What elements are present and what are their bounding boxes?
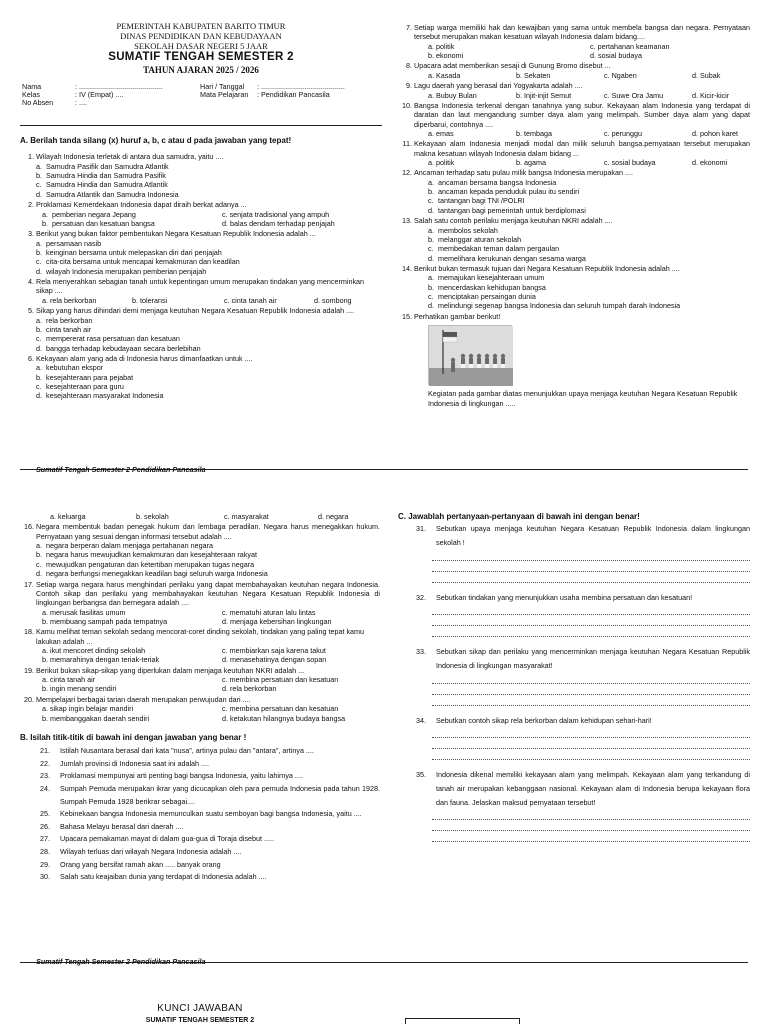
q3-option-c[interactable]: c. cita-cita bersama untuk mencapai kemakmuran dan keadilan bbox=[36, 257, 240, 267]
q14-option-c[interactable]: c. menciptakan persaingan dunia bbox=[428, 292, 536, 302]
section-a-heading: A. Berilah tanda silang (x) huruf a, b, c atau d pada jawaban yang tepat! bbox=[20, 136, 292, 145]
q10-option-a[interactable]: a. emas bbox=[428, 128, 454, 138]
q11-option-a[interactable]: a. politik bbox=[428, 158, 455, 168]
question-10: 10. Bangsa Indonesia terkenal dengan tanahnya yang subur. Kekayaan alam Indonesia yang terdapat di daratan dan laut mengandung sumber daya alam yang melimpah. Sumber daya alam yang dapat diperbarui, contohnya .... bbox=[402, 100, 750, 129]
section-a-questions bbox=[20, 136, 380, 401]
q9-option-c[interactable]: c. Suwe Ora Jamu bbox=[604, 90, 664, 100]
q17-option-d[interactable]: d. menjaga kebersihan lingkungan bbox=[222, 616, 332, 626]
page-1-footer: Sumatif Tengah Semester 2 Pendidikan Pancasila bbox=[36, 465, 206, 474]
q4-option-c[interactable]: c. cinta tanah air bbox=[224, 295, 277, 305]
q2-option-a[interactable]: a. pemberian negara Jepang bbox=[42, 209, 136, 219]
answer-key-box bbox=[405, 1018, 520, 1024]
kelas-value: : IV (Empat) .... bbox=[75, 89, 124, 99]
q10-option-c[interactable]: c. perunggu bbox=[604, 128, 642, 138]
answer-line-34-3[interactable] bbox=[432, 749, 750, 760]
q13-option-a[interactable]: a. membolos sekolah bbox=[428, 225, 498, 235]
q5-option-c[interactable]: c. mempererat rasa persatuan dan kesatuan bbox=[36, 334, 180, 344]
q15-option-a[interactable]: a. keluarga bbox=[50, 512, 86, 521]
answer-line-35-2[interactable] bbox=[432, 820, 750, 831]
header-line-3: SEKOLAH DASAR NEGERI 5 JAAR bbox=[134, 40, 268, 51]
q7-option-d[interactable]: d. sosial budaya bbox=[590, 51, 642, 61]
question-18: 18. Kamu melihat teman sekolah sedang mencorat-coret dinding sekolah, tindakan yang paling tepat kamu lakukan adalah ... bbox=[24, 627, 365, 646]
question-7: 7. Setiap warga memiliki hak dan kewajiban yang sama untuk membela bangsa dan negara. Pernyataan tersebut merupakan makan kesatuan wilayah Indonesia dalam bidang.... bbox=[406, 23, 750, 42]
q20-option-c[interactable]: c. membina persatuan dan kesatuan bbox=[222, 704, 339, 714]
answer-line-34-2[interactable] bbox=[432, 738, 750, 749]
mapel-label: Mata Pelajaran bbox=[200, 89, 249, 99]
q12-option-d[interactable]: d. tantangan bagi pemerintah untuk berdiplomasi bbox=[428, 205, 586, 215]
question-9: 9. Lagu daerah yang berasal dari Yogyakarta adalah .... bbox=[406, 81, 583, 91]
essay-32: 32. Sebutkan tindakan yang menunjukkan usaha membina persatuan dan kesatuan! bbox=[416, 592, 693, 602]
fill-item-26: 26. Bahasa Melayu berasal dari daerah .... bbox=[40, 821, 184, 831]
q7-option-c[interactable]: c. pertahanan keamanan bbox=[590, 41, 670, 51]
school-header bbox=[20, 22, 382, 75]
q1-option-c[interactable]: c. Samudra Hindia dan Samudra Atlantik bbox=[36, 180, 168, 190]
question-11: 11. Kekayaan alam Indonesia menjadi modal dan milik seluruh bangsa.pernyataan tersebut merupakan makna kesatuan wilayah Indonesia dalam bidang ... bbox=[402, 139, 750, 158]
q3-option-b[interactable]: b. keinginan bersama untuk melepaskan diri dari penjajah bbox=[36, 247, 222, 257]
fill-item-24: 24. Sumpah Pemuda merupakan ikrar yang dicucapkan oleh para pemuda Indonesia pada tahun 1928. Sumpah Pemuda 1928 berikrar sebagai.... bbox=[40, 784, 380, 806]
q17-option-b[interactable]: b. membuang sampah pada tempatnya bbox=[42, 616, 168, 626]
q18-option-d[interactable]: d. menasehatinya dengan sopan bbox=[222, 655, 327, 665]
q6-option-a[interactable]: a. kebutuhan ekspor bbox=[36, 363, 104, 373]
q2-option-d[interactable]: d. balas dendam terhadap penjajah bbox=[222, 218, 335, 228]
q18-option-b[interactable]: b. memarahinya dengan teriak-teriak bbox=[42, 655, 160, 665]
student-meta bbox=[20, 82, 382, 112]
q13-option-c[interactable]: c. membedakan teman dalam pergaulan bbox=[428, 244, 560, 254]
q20-option-d[interactable]: d. ketakutan hilangnya budaya bangsa bbox=[222, 713, 346, 723]
header-line-1: PEMERINTAH KABUPATEN BARITO TIMUR bbox=[116, 21, 286, 31]
page-2-left-column bbox=[20, 512, 380, 884]
q12-option-c[interactable]: c. tantangan bagi TNI /POLRI bbox=[428, 196, 525, 206]
q14-option-a[interactable]: a. memajukan kesejahteraan umum bbox=[428, 273, 545, 283]
section-c-heading: C. Jawablah pertanyaan-pertanyaan di bawah ini dengan benar! bbox=[398, 512, 640, 521]
answer-line-31-1[interactable] bbox=[432, 550, 750, 561]
q14-option-b[interactable]: b. mencerdaskan kehidupan bangsa bbox=[428, 282, 546, 292]
q4-option-b[interactable]: b. toleransi bbox=[132, 295, 168, 305]
question-5: 5. Sikap yang harus dihindari demi menjaga keutuhan Negara Kesatuan Republik Indonesia adalah .... bbox=[28, 306, 355, 316]
question-3: 3. Berikut yang bukan faktor pembentukan Negara Kesatuan Republik Indonesia adalah ... bbox=[28, 229, 316, 239]
q16-option-a[interactable]: a. negara berperan dalam menjaga pertahanan negara bbox=[36, 541, 214, 551]
nama-field[interactable]: : .......................................... bbox=[75, 81, 163, 91]
q11-option-c[interactable]: c. sosial budaya bbox=[604, 158, 656, 168]
q13-option-d[interactable]: d. memelihara kerukunan dengan sesama warga bbox=[428, 253, 586, 263]
page-2-footer: Sumatif Tengah Semester 2 Pendidikan Pancasila bbox=[36, 957, 206, 966]
q19-option-d[interactable]: d. rela berkorban bbox=[222, 684, 277, 694]
q17-option-c[interactable]: c. mematuhi aturan lalu lintas bbox=[222, 607, 316, 617]
q11-option-b[interactable]: b. agama bbox=[516, 158, 546, 168]
q19-option-c[interactable]: c. membina persatuan dan kesatuan bbox=[222, 675, 339, 685]
q12-option-b[interactable]: b. ancaman kepada penduduk pulau itu sendiri bbox=[428, 187, 580, 197]
absen-field[interactable]: : .... bbox=[75, 97, 87, 107]
question-4: 4. Rela menyerahkan sebagian tanah untuk kepentingan umum merupakan tindakan yang mencerminkan sikap .... bbox=[28, 277, 365, 296]
essay-34: 34. Sebutkan contoh sikap rela berkorban dalam kehidupan sehari-hari! bbox=[416, 715, 652, 725]
q6-option-b[interactable]: b. kesejahteraan para pejabat bbox=[36, 372, 134, 382]
q3-option-d[interactable]: d. wilayah Indonesia merupakan pemberian penjajah bbox=[36, 266, 207, 276]
question-13: 13. Salah satu contoh perilaku menjaga keutuhan NKRI adalah .... bbox=[402, 216, 613, 226]
q17-option-a[interactable]: a. merusak fasilitas umum bbox=[42, 607, 126, 617]
q10-option-b[interactable]: b. tembaga bbox=[516, 128, 552, 138]
q15-option-b[interactable]: b. sekolah bbox=[136, 512, 169, 521]
exam-year: TAHUN AJARAN 2025 / 2026 bbox=[143, 64, 259, 75]
answer-line-33-3[interactable] bbox=[432, 695, 750, 706]
q1-option-a[interactable]: a. Samudra Pasifik dan Samudra Atlantik bbox=[36, 161, 169, 171]
fill-item-27: 27. Upacara pemakaman mayat di dalam gua-gua di Toraja disebut ..... bbox=[40, 834, 275, 844]
q8-option-b[interactable]: b. Sekaten bbox=[516, 70, 551, 80]
question-19: 19. Berikut bukan sikap-sikap yang diperlukan dalam menjaga keutuhan NKRI adalah ... bbox=[24, 665, 305, 675]
q12-option-a[interactable]: a. ancaman bersama bangsa Indonesia bbox=[428, 177, 557, 187]
page-1-right-column bbox=[398, 22, 750, 408]
q3-option-a[interactable]: a. persamaan nasib bbox=[36, 238, 102, 248]
fill-item-23: 23. Proklamasi mempunyai arti penting bagi bangsa Indonesia, yaitu lahirnya .... bbox=[40, 771, 303, 781]
fill-in-list bbox=[20, 745, 380, 884]
q19-option-a[interactable]: a. cinta tanah air bbox=[42, 675, 96, 685]
q20-option-a[interactable]: a. sikap ingin belajar mandiri bbox=[42, 704, 134, 714]
q2-option-c[interactable]: c. senjata tradisional yang ampuh bbox=[222, 209, 330, 219]
q15-followup-text: Kegiatan pada gambar diatas menunjukkan upaya menjaga keutuhan Negara Kesatuan Republik Indonesia di lingkungan ..... bbox=[428, 389, 738, 408]
q8-option-d[interactable]: d. Subak bbox=[692, 70, 721, 80]
answer-line-35-3[interactable] bbox=[432, 831, 750, 842]
absen-label: No Absen bbox=[22, 97, 54, 107]
q9-option-a[interactable]: a. Bubuy Bulan bbox=[428, 90, 477, 100]
q14-option-d[interactable]: d. melindungi segenap bangsa Indonesia dan seluruh tumpah darah Indonesia bbox=[428, 301, 681, 311]
fill-item-21: 21. Istilah Nusantara berasal dari kata "nusa", artinya pulau dan "antara", artinya .... bbox=[40, 746, 314, 756]
q4-option-a[interactable]: a. rela berkorban bbox=[42, 295, 97, 305]
q8-option-a[interactable]: a. Kasada bbox=[428, 70, 461, 80]
flag-ceremony-illustration bbox=[428, 325, 512, 385]
answer-line-31-3[interactable] bbox=[432, 572, 750, 583]
answer-line-33-2[interactable] bbox=[432, 684, 750, 695]
answer-line-33-1[interactable] bbox=[432, 673, 750, 684]
nama-label: Nama bbox=[22, 81, 42, 91]
question-16: 16. Negara membentuk badan penegak hukum dan lembaga peradilan. Negara harus menegakkan hukum. Pernyataan yang sesuai dengan informasi tersebut adalah .... bbox=[24, 522, 380, 541]
q7-option-a[interactable]: a. politik bbox=[428, 41, 455, 51]
q1-option-d[interactable]: d. Samudra Atlantik dan Samudra Indonesia bbox=[36, 189, 179, 199]
answer-key-subtitle: SUMATIF TENGAH SEMESTER 2 bbox=[145, 1017, 255, 1024]
q2-option-b[interactable]: b. persatuan dan kesatuan bangsa bbox=[42, 218, 155, 228]
answer-line-32-3[interactable] bbox=[432, 626, 750, 637]
answer-key-title: KUNCI JAWABAN bbox=[157, 1003, 243, 1014]
q1-option-b[interactable]: b. Samudra Hindia dan Samudra Pasifik bbox=[36, 171, 166, 181]
answer-line-31-2[interactable] bbox=[432, 561, 750, 572]
answer-line-34-1[interactable] bbox=[432, 727, 750, 738]
fill-item-25: 25. Kebinekaan bangsa Indonesia memunculkan suatu semboyan bagi bangsa Indonesia, yaitu .... bbox=[40, 809, 362, 819]
hari-field[interactable]: : .......................................... bbox=[257, 81, 345, 91]
question-1: 1. Wilayah Indonesia terletak di antara dua samudra, yaitu .... bbox=[28, 152, 224, 162]
answer-line-32-2[interactable] bbox=[432, 615, 750, 626]
section-b-heading: B. Isilah titik-titik di bawah ini dengan jawaban yang benar ! bbox=[20, 732, 247, 742]
fill-item-30: 30. Salah satu keajaiban dunia yang terdapat di Indonesia adalah .... bbox=[40, 872, 267, 882]
header-line-2: DINAS PENDIDIKAN DAN KEBUDAYAAN bbox=[120, 30, 282, 41]
q6-option-c[interactable]: c. kesejahteraan para guru bbox=[36, 382, 124, 392]
q5-option-b[interactable]: b. cinta tanah air bbox=[36, 324, 92, 334]
q5-option-a[interactable]: a. rela berkorban bbox=[36, 315, 93, 325]
question-20: 20. Mempelajari berbagai tarian daerah merupakan perwujudan dari .... bbox=[24, 694, 251, 704]
q6-option-d[interactable]: d. kesejahteraan masyarakat Indonesia bbox=[36, 391, 164, 401]
q20-option-b[interactable]: b. membanggakan daerah sendiri bbox=[42, 713, 150, 723]
q16-option-b[interactable]: b. negara harus mewujudkan kemakmuran dan kesejahteraan rakyat bbox=[36, 550, 257, 560]
question-2: 2. Proklamasi Kemerdekaan Indonesia dapat diraih berkat adanya ... bbox=[28, 200, 247, 210]
q9-option-b[interactable]: b. Injit-injit Semut bbox=[516, 90, 572, 100]
essay-33: 33. Sebutkan sikap dan perilaku yang mencerminkan menjaga keutuhan Negara Kesatuan Republik Indonesia di lingkungan masyarakat! bbox=[416, 647, 750, 671]
q18-option-c[interactable]: c. membiarkan saja karena takut bbox=[222, 646, 326, 656]
q13-option-b[interactable]: b. melanggar aturan sekolah bbox=[428, 234, 522, 244]
answer-line-32-1[interactable] bbox=[432, 604, 750, 615]
q7-option-b[interactable]: b. ekonomi bbox=[428, 51, 464, 61]
q15-option-d[interactable]: d. negara bbox=[318, 512, 349, 521]
fill-item-28: 28. Wilayah terluas dari wilayah Negara Indonesia adalah .... bbox=[40, 847, 242, 857]
q16-option-c[interactable]: c. mewujudkan pengaturan dan ketertiban merupakan tugas negara bbox=[36, 559, 255, 569]
q10-option-d[interactable]: d. pohon karet bbox=[692, 128, 738, 138]
answer-line-35-1[interactable] bbox=[432, 809, 750, 820]
question-14: 14. Berikut bukan termasuk tujuan dari Negara Kesatuan Republik Indonesia adalah .... bbox=[402, 263, 680, 273]
mapel-value: : Pendidikan Pancasila bbox=[257, 89, 330, 99]
kelas-label: Kelas bbox=[22, 89, 40, 99]
q11-option-d[interactable]: d. ekonomi bbox=[692, 158, 728, 168]
fill-item-29: 29. Orang yang bersifat ramah akan ..... banyak orang bbox=[40, 859, 221, 869]
q19-option-b[interactable]: b. ingin menang sendiri bbox=[42, 684, 117, 694]
fill-item-22: 22. Jumlah provinsi di Indonesia saat ini adalah .... bbox=[40, 758, 210, 768]
question-6: 6. Kekayaan alam yang ada di Indonesia harus dimanfaatkan untuk .... bbox=[28, 353, 253, 363]
exam-title: SUMATIF TENGAH SEMESTER 2 bbox=[108, 51, 294, 64]
question-15: 15. Perhatikan gambar berikut! bbox=[402, 311, 501, 321]
essay-35: 35. Indonesia dikenal memiliki kekayaan alam yang melimpah. Kekayaan alam yang terkandung di tanah air merupakan kebanggaan nasional. Kekayaan alam di Indonesia berupa kekayaan flora dan fauna. Jelaskan maksud pernyataan tersebut! bbox=[416, 770, 750, 807]
q15-option-c[interactable]: c. masyarakat bbox=[224, 512, 269, 521]
question-8: 8. Upacara adat memberikan sesaji di Gunung Bromo disebut ... bbox=[406, 61, 611, 71]
page-1-left-column bbox=[20, 22, 382, 112]
hari-label: Hari / Tanggal bbox=[200, 81, 245, 91]
essay-31: 31. Sebutkan upaya menjaga keutuhan Negara Kesatuan Republik Indonesia dalam lingkungan sekolah ! bbox=[416, 524, 750, 548]
question-17: 17. Setiap warga negara harus menghindari perilaku yang dapat membahayakan keutuhan negara Indonesia. Contoh sikap dan perilaku yang membahayakan keutuhan Negara Kesatuan Republik Indonesia di lingkungan berbangsa dan bernegara adalah .... bbox=[24, 579, 380, 608]
q8-option-c[interactable]: c. Ngaben bbox=[604, 70, 637, 80]
q18-option-a[interactable]: a. ikut mencoret dinding sekolah bbox=[42, 646, 146, 656]
page-2-right-column bbox=[398, 512, 750, 842]
header-divider bbox=[20, 125, 382, 126]
question-12: 12. Ancaman terhadap satu pulau milik bangsa Indonesia merupakan .... bbox=[402, 168, 633, 178]
q5-option-d[interactable]: d. bangga terhadap kebudayaan secara berlebihan bbox=[36, 343, 201, 353]
q16-option-d[interactable]: d. negara berfungsi menegakkan keadilan bagi seluruh warga Indonesia bbox=[36, 569, 268, 579]
q9-option-d[interactable]: d. Kicir-kicir bbox=[692, 90, 730, 100]
q4-option-d[interactable]: d. sombong bbox=[314, 295, 352, 305]
